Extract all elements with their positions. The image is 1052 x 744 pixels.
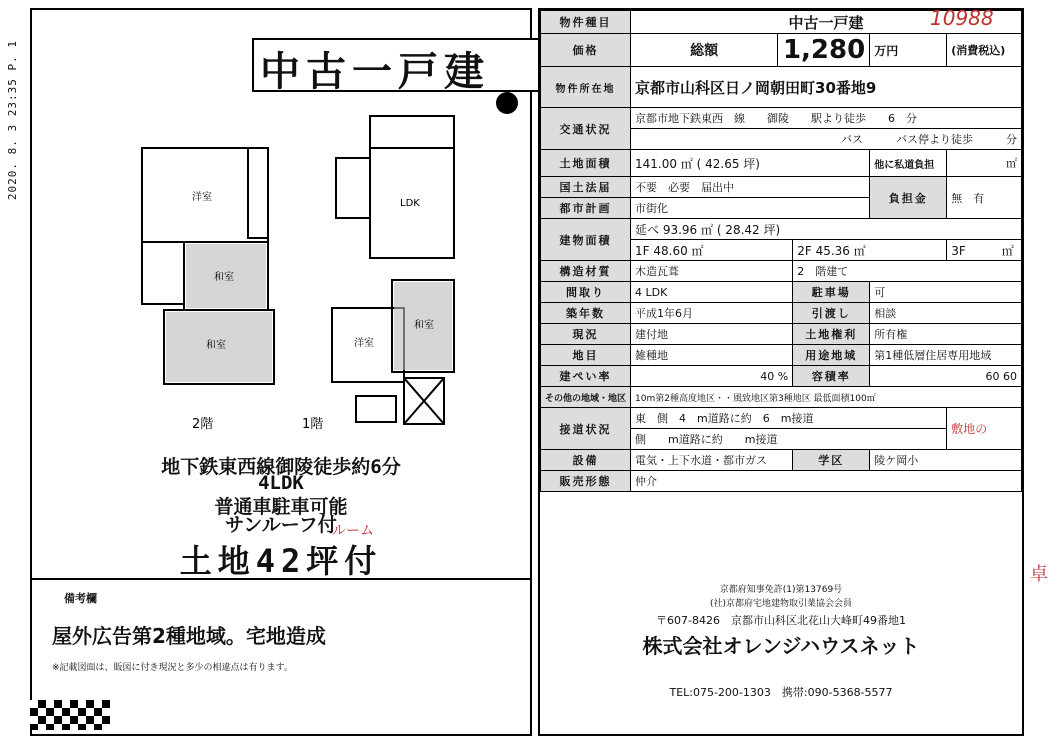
room-label: 洋室 (354, 338, 374, 349)
notes-main: 屋外広告第2種地域。宅地造成 (52, 624, 326, 648)
layout-label: 間取り (541, 282, 631, 303)
location-value: 京都市山科区日ノ岡朝田町30番地9 (631, 67, 1022, 108)
land-extra: 他に私道負担 (870, 150, 947, 177)
slogan-line-3: 普通車駐車可能 (214, 496, 348, 518)
land-label: 土地面積 (541, 150, 631, 177)
transport-line-1: 京都市地下鉄東西 線 御陵 駅より徒歩 6 分 (631, 108, 1022, 129)
layout-value: 4 LDK (631, 282, 793, 303)
handover-value: 相談 (870, 303, 1022, 324)
fax-header: 2020. 8. 3 23:35 P. 1 (6, 40, 19, 201)
room-label: 和室 (206, 340, 226, 351)
spec-table (540, 10, 1022, 492)
facility-value: 電気・上下水道・都市ガス (631, 450, 793, 471)
law-value: 不要 必要 届出中 (631, 177, 870, 198)
other-zone-label: その他の地域・地区 (541, 387, 631, 408)
far-value: 60 60 (870, 366, 1022, 387)
floor-plan (102, 110, 482, 430)
type-label: 物件種目 (541, 11, 631, 34)
built-value: 平成1年6月 (631, 303, 793, 324)
other-zone-value: 10m第2種高度地区・・風致地区第3種地区 最低面積100㎡ (631, 387, 1022, 408)
school-value: 陵ケ岡小 (870, 450, 1022, 471)
road-handwritten-note: 敷地の (947, 408, 1022, 450)
school-label: 学区 (793, 450, 870, 471)
price-tax: (消費税込) (947, 34, 1022, 67)
room-label: 和室 (214, 272, 234, 283)
margin-note: 卓 (1030, 564, 1048, 585)
notes-small: ※記載図面は、販図に付き現況と多少の相違点は有ります。 (52, 663, 293, 673)
price-unit: 万円 (870, 34, 947, 67)
plan-label: 都市計画 (541, 198, 631, 219)
floor-label-2f: 2階 (192, 417, 214, 430)
price-label: 価格 (541, 34, 631, 67)
floor-label-1f: 1階 (302, 417, 324, 430)
burden-value: 無 有 (947, 177, 1022, 219)
room-label: 洋室 (192, 192, 212, 203)
sale-value: 仲介 (631, 471, 1022, 492)
category-label: 地目 (541, 345, 631, 366)
price-sub: 総額 (631, 34, 778, 67)
location-label: 物件所在地 (541, 67, 631, 108)
structure-label: 構造材質 (541, 261, 631, 282)
handover-label: 引渡し (793, 303, 870, 324)
slogan-line-1: 地下鉄東西線御陵徒歩約6分 (161, 456, 401, 478)
status-label: 現況 (541, 324, 631, 345)
status-value: 建付地 (631, 324, 793, 345)
room-label: 和室 (414, 320, 434, 331)
structure-floors: 2 階建て (793, 261, 1022, 282)
road-label: 接道状況 (541, 408, 631, 450)
company-license: 京都府知事免許(1)第13769号 (719, 585, 843, 595)
zone-value: 第1種低層住居専用地域 (870, 345, 1022, 366)
burden-label: 負担金 (870, 177, 947, 219)
building-2f: 2F 45.36 ㎡ (793, 240, 947, 261)
bcr-value: 40 % (631, 366, 793, 387)
land-size-line: 土地42坪付 (179, 542, 383, 580)
room-label: LDK (400, 198, 420, 209)
bcr-label: 建ぺい率 (541, 366, 631, 387)
land-extra-unit: ㎡ (947, 150, 1022, 177)
type-value: 中古一戸建 (631, 11, 1022, 34)
slogan-line-4: サンルーフ付 (225, 514, 337, 536)
parking-label: 駐車場 (793, 282, 870, 303)
zone-label: 用途地域 (793, 345, 870, 366)
company-address: 〒607-8426 京都市山科区北花山大峰町49番地1 (656, 614, 906, 627)
compass-icon (496, 92, 518, 114)
handwritten-correction: ルーム (332, 523, 374, 539)
far-label: 容積率 (793, 366, 870, 387)
transport-label: 交通状況 (541, 108, 631, 150)
checker-decoration (30, 700, 110, 730)
structure-value: 木造瓦葺 (631, 261, 793, 282)
company-association: (社)京都府宅地建物取引業協会会員 (709, 599, 853, 609)
building-label: 建物面積 (541, 219, 631, 261)
notes-label: 備考欄 (64, 592, 97, 605)
page-title: 中古一戸建 (260, 49, 490, 95)
right-value: 所有権 (870, 324, 1022, 345)
spec-panel (538, 8, 1024, 736)
building-1f: 1F 48.60 ㎡ (631, 240, 793, 261)
floorplan-panel (30, 8, 532, 736)
transport-line-2: バス バス停より徒歩 分 (631, 129, 1022, 150)
slogan-line-2: 4LDK (258, 472, 304, 494)
plan-value: 市街化 (631, 198, 870, 219)
road-line-2: 側 m道路に約 m接道 (631, 429, 947, 450)
right-label: 土地権利 (793, 324, 870, 345)
building-3f: 3F ㎡ (947, 240, 1022, 261)
company-phone: TEL:075-200-1303 携帯:090-5368-5577 (669, 686, 893, 699)
facility-label: 設備 (541, 450, 631, 471)
handwritten-number: 10988 (930, 6, 994, 30)
sale-label: 販売形態 (541, 471, 631, 492)
road-line-1: 東 側 4 m道路に約 6 m接道 (631, 408, 947, 429)
price-value: 1,280 (778, 34, 870, 67)
company-name: 株式会社オレンジハウスネット (642, 634, 920, 658)
building-total: 延べ 93.96 ㎡ ( 28.42 坪) (631, 219, 1022, 240)
law-label: 国土法届 (541, 177, 631, 198)
built-label: 築年数 (541, 303, 631, 324)
land-value: 141.00 ㎡ ( 42.65 坪) (631, 150, 870, 177)
parking-value: 可 (870, 282, 1022, 303)
notes-section (32, 578, 530, 738)
category-value: 雑種地 (631, 345, 793, 366)
